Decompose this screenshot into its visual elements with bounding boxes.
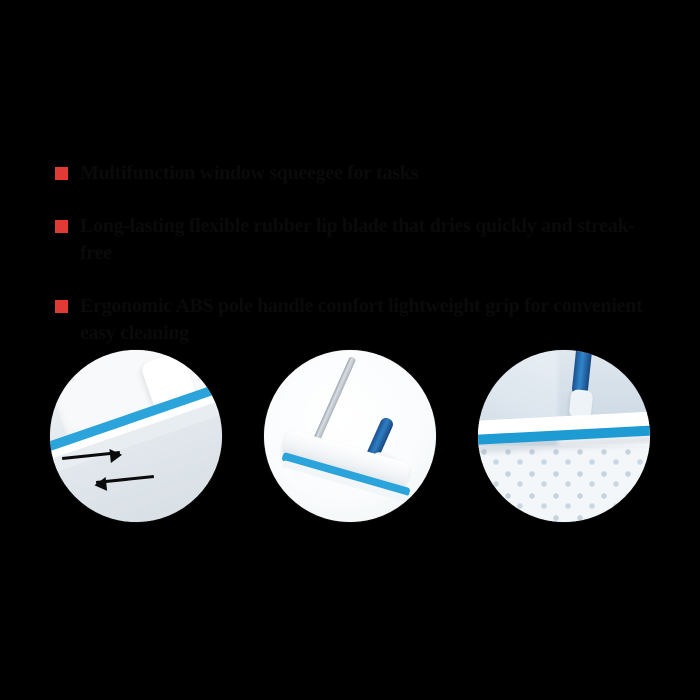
bullet-text: Long-lasting flexible rubber lip blade that dries quickly and streak-free [80, 215, 635, 264]
product-photo-circle-1 [50, 350, 222, 522]
bullet-square-icon [55, 300, 68, 313]
product-photo-row [50, 350, 650, 530]
bullet-text: Ergonomic ABS pole handle comfort lightweight grip for convenient easy cleaning [80, 295, 643, 344]
feature-bullet-list [55, 160, 665, 373]
product-photo-circle-3 [478, 350, 650, 522]
textured-surface [478, 446, 650, 522]
bullet-square-icon [55, 220, 68, 233]
bullet-text: Multifunction window squeegee for tasks [80, 162, 418, 184]
product-photo-circle-2 [264, 350, 436, 522]
bullet-square-icon [55, 167, 68, 180]
list-item [55, 160, 665, 187]
list-item [55, 293, 665, 347]
list-item [55, 213, 665, 267]
